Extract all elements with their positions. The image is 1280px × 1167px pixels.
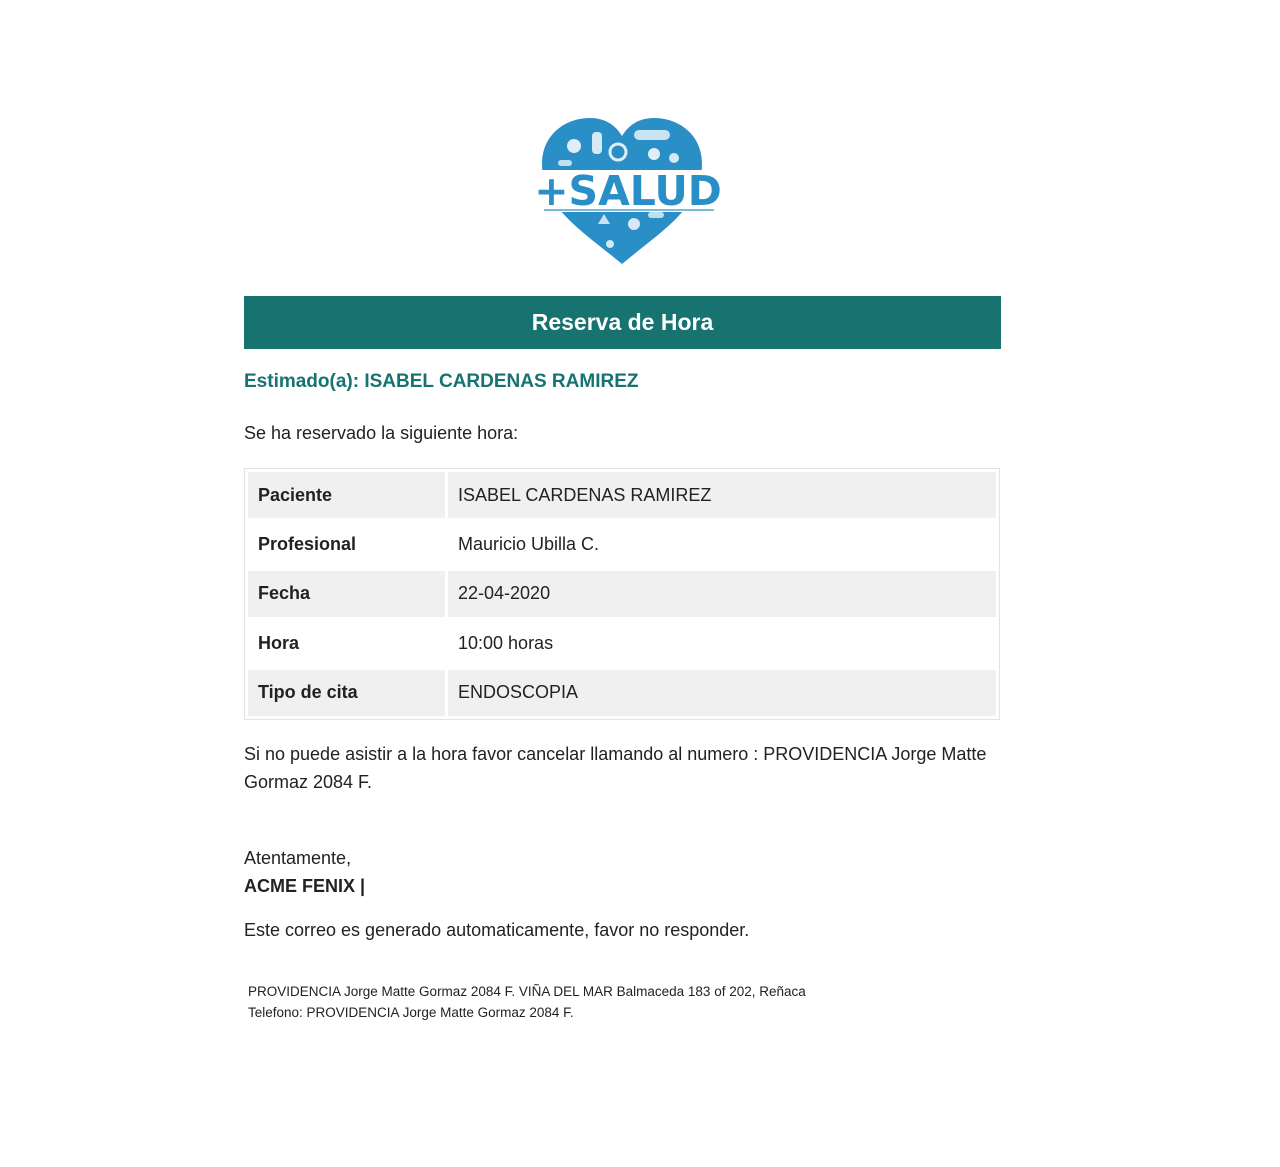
appointment-details-table — [244, 468, 1000, 720]
row-value: ISABEL CARDENAS RAMIREZ — [448, 472, 996, 518]
intro-text: Se ha reservado la siguiente hora: — [244, 423, 519, 443]
table-row — [248, 521, 996, 567]
closing-block — [244, 844, 365, 900]
row-value: 10:00 horas — [458, 632, 554, 653]
logo-text: +SALUD — [534, 167, 722, 215]
row-label: Profesional — [258, 534, 357, 555]
header-banner: Reserva de Hora — [244, 296, 1001, 349]
row-label: Fecha — [248, 571, 445, 617]
greeting-name: ISABEL CARDENAS RAMIREZ — [364, 371, 639, 392]
table-row — [248, 472, 996, 518]
row-label: Paciente — [248, 472, 445, 518]
row-value: ENDOSCOPIA — [448, 670, 996, 716]
table-row — [248, 670, 996, 716]
greeting — [244, 371, 638, 393]
greeting-prefix: Estimado(a): — [244, 371, 360, 392]
cancellation-notice: Si no puede asistir a la hora favor cancelar llamando al numero : PROVIDENCIA Jorge Matte Gormaz 2084 F. — [244, 744, 987, 792]
table-row — [248, 571, 996, 617]
footer-phone: Telefono: PROVIDENCIA Jorge Matte Gormaz 2084 F. — [248, 1005, 574, 1020]
row-value: Mauricio Ubilla C. — [458, 534, 600, 555]
row-value: 22-04-2020 — [448, 571, 996, 617]
row-label: Tipo de cita — [248, 670, 445, 716]
salutation: Atentamente, — [244, 848, 352, 868]
footer — [248, 981, 806, 1023]
auto-generated-note: Este correo es generado automaticamente, favor no responder. — [244, 920, 750, 940]
row-label: Hora — [258, 632, 300, 653]
table-row — [248, 620, 996, 666]
heart-logo-icon — [514, 112, 730, 268]
salud-logo — [514, 112, 730, 268]
company-name: ACME FENIX | — [244, 876, 366, 896]
footer-addresses: PROVIDENCIA Jorge Matte Gormaz 2084 F. VIÑA DEL MAR Balmaceda 183 of 202, Reñaca — [248, 984, 806, 999]
